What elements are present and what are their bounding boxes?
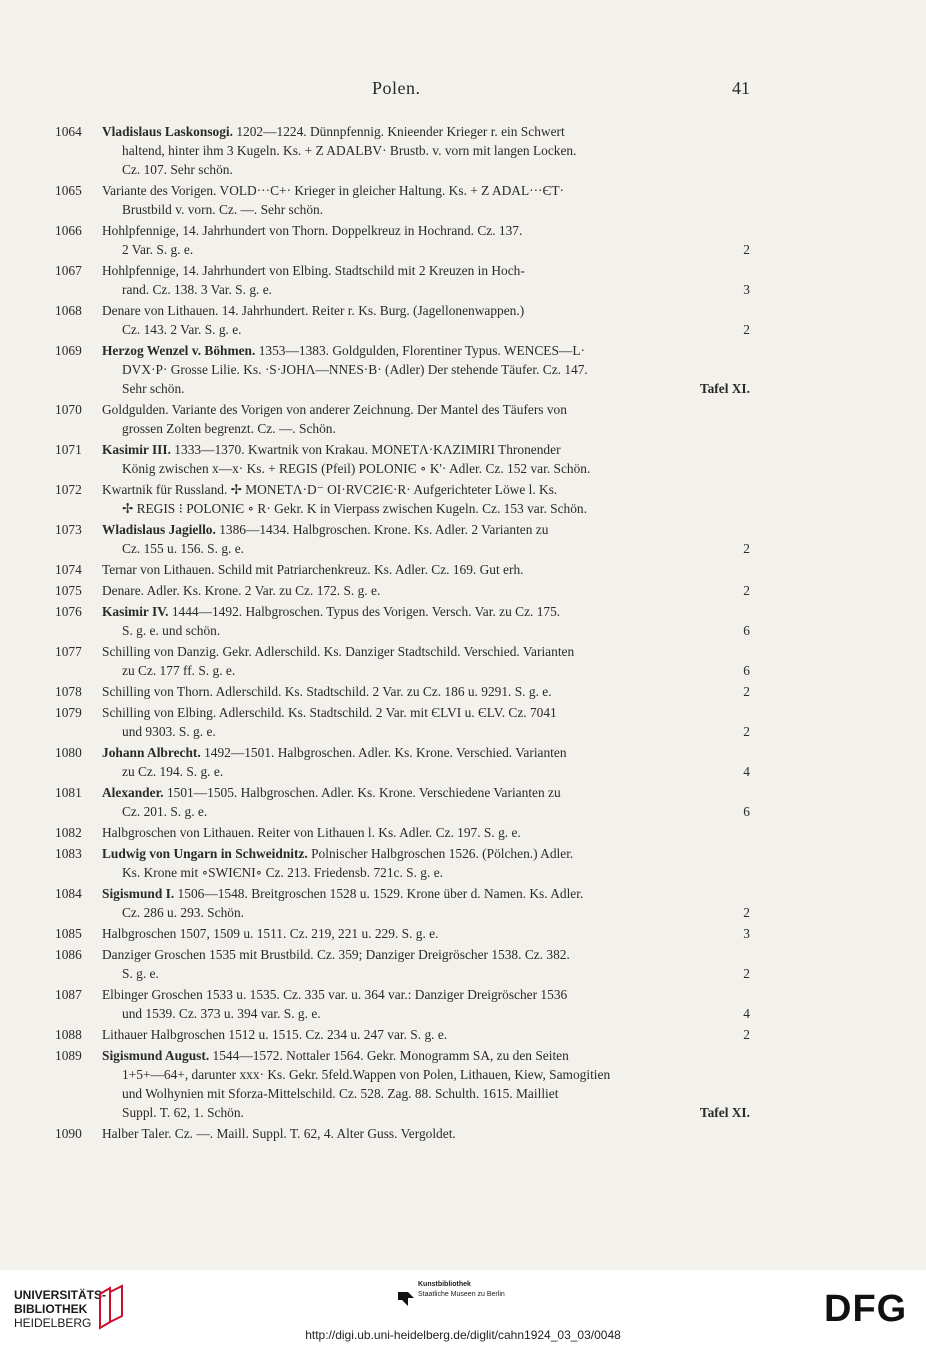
entry-line-text (122, 1004, 321, 1023)
entry-line-text (122, 162, 233, 177)
ruler-name: Johann Albrecht. (102, 745, 201, 760)
entry-text (102, 1046, 750, 1122)
entry-description: Lithauer Halbgroschen 1512 u. 1515. Cz. 234 u. 247 var. S. g. e. (102, 1027, 448, 1042)
entry-line-text (122, 280, 272, 299)
kunstbibliothek-subtitle: Staatliche Museen zu Berlin (418, 1291, 505, 1298)
entry-line (102, 783, 750, 802)
entry-line-text (102, 886, 583, 901)
entry-line-text (122, 240, 193, 259)
entry-line (102, 722, 750, 741)
heidelberg-library-logo (14, 1288, 106, 1330)
entry-description: Brustbild v. vorn. Cz. —. Sehr schön. (122, 202, 324, 217)
catalogue-entry (0, 181, 926, 219)
entry-line-text (102, 644, 574, 659)
entry-number: 1084 (55, 886, 82, 901)
entry-description: ✢ REGIS ⁝ POLONIЄ ∘ R· Gekr. K in Vierpass zwischen Kugeln. Cz. 153 var. Schön. (122, 501, 587, 516)
entry-line (102, 379, 750, 398)
page-title: Polen. (372, 78, 421, 98)
entry-description: Cz. 201. S. g. e. (122, 804, 208, 819)
entry-line (102, 1103, 750, 1122)
entry-line (102, 682, 750, 701)
entry-line (102, 459, 750, 478)
ruler-name: Ludwig von Ungarn in Schweidnitz. (102, 846, 308, 861)
entry-text (102, 581, 750, 600)
entry-line (102, 480, 750, 499)
catalogue-entry (0, 520, 926, 558)
entry-description: Cz. 155 u. 156. S. g. e. (122, 541, 244, 556)
catalogue-entry (0, 1025, 926, 1044)
entry-description: 1506—1548. Breitgroschen 1528 u. 1529. Krone über d. Namen. Ks. Adler. (174, 886, 584, 901)
entry-text (102, 642, 750, 680)
entry-number: 1087 (55, 987, 82, 1002)
entry-description: 1333—1370. Kwartnik von Krakau. MONETΛ·KΛZIMIRI Thronender (170, 442, 561, 457)
entry-description: Ks. Krone mit ∘SWIЄNI∘ Cz. 213. Friedensb. 721c. S. g. e. (122, 865, 443, 880)
entry-line (102, 320, 750, 339)
entry-text (102, 181, 750, 219)
entry-text (102, 602, 750, 640)
entry-line (102, 1004, 750, 1023)
entry-line-text (122, 762, 223, 781)
entry-number: 1079 (55, 705, 82, 720)
catalogue-entry (0, 1046, 926, 1122)
entry-line (102, 1084, 750, 1103)
library-name-line1: UNIVERSITÄTS- (14, 1288, 107, 1302)
entry-line (102, 200, 750, 219)
entry-description: S. g. e. (122, 966, 159, 981)
entry-line-text (102, 1048, 569, 1063)
catalogue-entry (0, 682, 926, 701)
entry-description: 1202—1224. Dünnpfennig. Knieender Krieger r. ein Schwert (232, 124, 565, 139)
catalogue-entry (0, 985, 926, 1023)
entry-line-text (102, 705, 557, 720)
entry-line (102, 1124, 750, 1143)
entry-description: Polnischer Halbgroschen 1526. (Pölchen.) Adler. (307, 846, 574, 861)
catalogue-entry (0, 400, 926, 438)
variant-count: 4 (743, 764, 750, 779)
entry-number: 1065 (55, 183, 82, 198)
entry-description: 1+5+—64+, darunter xxx· Ks. Gekr. 5feld.Wappen von Polen, Lithauen, Kiew, Samogitien (122, 1067, 611, 1082)
entry-line-text (122, 802, 207, 821)
catalogue-entry (0, 884, 926, 922)
entry-number: 1076 (55, 604, 82, 619)
entry-description: Hohlpfennige, 14. Jahrhundert von Thorn. Doppelkreuz in Hochrand. Cz. 137. (102, 223, 523, 238)
catalogue-entry (0, 1124, 926, 1143)
entry-line (102, 1065, 750, 1084)
entry-number: 1090 (55, 1126, 82, 1141)
entry-description: Cz. 107. Sehr schön. (122, 162, 233, 177)
ruler-name: Kasimir III. (102, 442, 171, 457)
variant-count: 4 (743, 1006, 750, 1021)
variant-count: 6 (743, 804, 750, 819)
entry-description: 1501—1505. Halbgroschen. Adler. Ks. Krone. Verschiedene Varianten zu (163, 785, 561, 800)
entry-line (102, 863, 750, 882)
entry-number: 1082 (55, 825, 82, 840)
source-url[interactable]: http://digi.ub.uni-heidelberg.de/diglit/cahn1924_03_03/0048 (305, 1328, 621, 1342)
entry-line-text (102, 522, 548, 537)
entry-description: 1444—1492. Halbgroschen. Typus des Vorigen. Versch. Var. zu Cz. 175. (168, 604, 561, 619)
running-head (0, 78, 926, 102)
entry-line (102, 823, 750, 842)
entry-line (102, 440, 750, 459)
entry-text (102, 221, 750, 259)
entry-number: 1074 (55, 562, 82, 577)
entry-description: zu Cz. 194. S. g. e. (122, 764, 224, 779)
catalogue-entry (0, 642, 926, 680)
entry-text (102, 884, 750, 922)
entry-line-text (122, 865, 443, 880)
entry-line (102, 1025, 750, 1044)
library-name-line2: BIBLIOTHEK (14, 1302, 88, 1316)
entry-number: 1073 (55, 522, 82, 537)
catalogue-entry (0, 261, 926, 299)
catalogue-entry (0, 844, 926, 882)
entry-text (102, 783, 750, 821)
entry-text (102, 261, 750, 299)
entry-line (102, 240, 750, 259)
entry-number: 1075 (55, 583, 82, 598)
variant-count: 2 (743, 1027, 750, 1042)
entry-line (102, 1046, 750, 1065)
catalogue-entry (0, 122, 926, 179)
entry-line-text (102, 682, 552, 701)
entry-description: zu Cz. 177 ff. S. g. e. (122, 663, 236, 678)
entry-text (102, 400, 750, 438)
variant-count: 2 (743, 583, 750, 598)
entry-text (102, 743, 750, 781)
entry-text (102, 480, 750, 518)
catalogue-entry (0, 783, 926, 821)
entry-line-text (102, 124, 565, 139)
entry-description: und Wolhynien mit Sforza-Mittelschild. Cz. 528. Zag. 88. Schulth. 1615. Mailliet (122, 1086, 559, 1101)
catalogue-entry (0, 823, 926, 842)
entry-line (102, 802, 750, 821)
entry-description: Danziger Groschen 1535 mit Brustbild. Cz. 359; Danziger Dreigröscher 1538. Cz. 382. (102, 947, 570, 962)
variant-count: 2 (743, 966, 750, 981)
catalogue-entry (0, 440, 926, 478)
entry-number: 1086 (55, 947, 82, 962)
entry-description: Sehr schön. (122, 381, 185, 396)
entry-description: Halbgroschen 1507, 1509 u. 1511. Cz. 219, 221 u. 229. S. g. e. (102, 926, 439, 941)
variant-count: 2 (743, 242, 750, 257)
entry-description: Schilling von Elbing. Adlerschild. Ks. Stadtschild. 2 Var. mit ЄLVI u. ЄLV. Cz. 7041 (102, 705, 557, 720)
entry-line-text (102, 482, 557, 497)
entry-line (102, 581, 750, 600)
entry-description: und 1539. Cz. 373 u. 394 var. S. g. e. (122, 1006, 321, 1021)
ruler-name: Kasimir IV. (102, 604, 169, 619)
entry-line-text (102, 785, 561, 800)
entry-description: Schilling von Thorn. Adlerschild. Ks. Stadtschild. 2 Var. zu Cz. 186 u. 9291. S. g. e. (102, 684, 552, 699)
kunstbibliothek-name: Kunstbibliothek (418, 1281, 471, 1288)
entry-line (102, 122, 750, 141)
catalogue-entry (0, 221, 926, 259)
catalogue-entry (0, 480, 926, 518)
variant-count: 3 (743, 282, 750, 297)
entry-number: 1080 (55, 745, 82, 760)
entry-description: 1492—1501. Halbgroschen. Adler. Ks. Krone. Verschied. Varianten (200, 745, 567, 760)
entry-line (102, 964, 750, 983)
entry-description: Variante des Vorigen. VOLD···C+· Krieger in gleicher Haltung. Ks. + Z ADAL···ЄT· (102, 183, 564, 198)
entry-text (102, 560, 750, 579)
ruler-name: Sigismund August. (102, 1048, 210, 1063)
entry-description: 1544—1572. Nottaler 1564. Gekr. Monogramm SA, zu den Seiten (209, 1048, 569, 1063)
catalogue-entry (0, 602, 926, 640)
entry-line-text (102, 442, 561, 457)
entry-line (102, 341, 750, 360)
entry-line (102, 539, 750, 558)
entry-description: Halbgroschen von Lithauen. Reiter von Lithauen l. Ks. Adler. Cz. 197. S. g. e. (102, 825, 521, 840)
entry-line-text (122, 1103, 244, 1122)
entry-line-text (102, 947, 570, 962)
catalogue-entry (0, 341, 926, 398)
variant-count: 6 (743, 623, 750, 638)
entry-text (102, 945, 750, 983)
entry-number: 1067 (55, 263, 82, 278)
catalogue-entries (0, 122, 926, 1145)
entry-text (102, 301, 750, 339)
entry-line (102, 280, 750, 299)
entry-text (102, 682, 750, 701)
entry-line-text (102, 183, 564, 198)
dfg-logo: DFG (824, 1288, 908, 1330)
entry-description: 2 Var. S. g. e. (122, 242, 194, 257)
entry-line-text (122, 903, 244, 922)
entry-line-text (102, 1025, 447, 1044)
entry-text (102, 924, 750, 943)
entry-text (102, 520, 750, 558)
entry-line-text (122, 501, 587, 516)
entry-description: Schilling von Danzig. Gekr. Adlerschild. Ks. Danziger Stadtschild. Verschied. Varianten (102, 644, 575, 659)
entry-line (102, 762, 750, 781)
variant-count: 2 (743, 322, 750, 337)
entry-line-text (102, 402, 567, 417)
entry-line-text (122, 202, 323, 217)
entry-line (102, 903, 750, 922)
entry-number: 1089 (55, 1048, 82, 1063)
variant-count: 2 (743, 541, 750, 556)
variant-count: 6 (743, 663, 750, 678)
entry-line-text (102, 223, 522, 238)
catalogue-entry (0, 743, 926, 781)
entry-line-text (102, 604, 560, 619)
entry-number: 1081 (55, 785, 82, 800)
entry-line-text (102, 924, 438, 943)
variant-count: 2 (743, 905, 750, 920)
entry-line (102, 520, 750, 539)
entry-line-text (122, 539, 244, 558)
ruler-name: Alexander. (102, 785, 164, 800)
entry-description: 1353—1383. Goldgulden, Florentiner Typus. WENCES—L· (255, 343, 585, 358)
entry-line-text (102, 987, 567, 1002)
entry-number: 1069 (55, 343, 82, 358)
entry-line (102, 181, 750, 200)
entry-text (102, 440, 750, 478)
entry-line-text (102, 846, 573, 861)
entry-line (102, 642, 750, 661)
entry-line (102, 419, 750, 438)
entry-line-text (122, 621, 220, 640)
entry-line-text (122, 143, 576, 158)
entry-line-text (102, 581, 380, 600)
catalogue-entry (0, 301, 926, 339)
entry-number: 1070 (55, 402, 82, 417)
library-emblem-icon (96, 1282, 126, 1332)
page-number: 41 (732, 78, 750, 98)
entry-description: 1386—1434. Halbgroschen. Krone. Ks. Adler. 2 Varianten zu (215, 522, 549, 537)
entry-text (102, 844, 750, 882)
entry-description: Cz. 143. 2 Var. S. g. e. (122, 322, 242, 337)
entry-text (102, 985, 750, 1023)
entry-line (102, 560, 750, 579)
entry-line (102, 602, 750, 621)
kunstbibliothek-emblem-icon (396, 1288, 416, 1308)
ruler-name: Vladislaus Laskonsogi. (102, 124, 233, 139)
entry-line-text (122, 1067, 610, 1082)
entry-line (102, 400, 750, 419)
entry-text (102, 823, 750, 842)
entry-description: Halber Taler. Cz. —. Maill. Suppl. T. 62, 4. Alter Guss. Vergoldet. (102, 1126, 456, 1141)
ruler-name: Wladislaus Jagiello. (102, 522, 216, 537)
entry-line-text (102, 745, 567, 760)
entry-description: Elbinger Groschen 1533 u. 1535. Cz. 335 var. u. 364 var.: Danziger Dreigröscher 1536 (102, 987, 568, 1002)
entry-description: rand. Cz. 138. 3 Var. S. g. e. (122, 282, 273, 297)
entry-description: Denare von Lithauen. 14. Jahrhundert. Reiter r. Ks. Burg. (Jagellonenwappen.) (102, 303, 525, 318)
entry-number: 1066 (55, 223, 82, 238)
entry-line-text (122, 1086, 558, 1101)
entry-line (102, 703, 750, 722)
entry-number: 1085 (55, 926, 82, 941)
entry-line-text (102, 1126, 456, 1141)
entry-line-text (102, 263, 525, 278)
entry-description: und 9303. S. g. e. (122, 724, 216, 739)
entry-line-text (102, 825, 521, 840)
entry-number: 1068 (55, 303, 82, 318)
catalogue-entry (0, 924, 926, 943)
catalogue-entry (0, 581, 926, 600)
entry-description: DVX·P· Grosse Lilie. Ks. ·S·JOHΛ—NNES·B· (Adler) Der stehende Täufer. Cz. 147. (122, 362, 588, 377)
entry-description: S. g. e. und schön. (122, 623, 221, 638)
catalogue-entry (0, 703, 926, 741)
entry-text (102, 703, 750, 741)
entry-description: Cz. 286 u. 293. Schön. (122, 905, 244, 920)
entry-number: 1078 (55, 684, 82, 699)
entry-description: Goldgulden. Variante des Vorigen von anderer Zeichnung. Der Mantel des Täufers von (102, 402, 567, 417)
plate-reference: Tafel XI. (699, 381, 750, 396)
variant-count: 3 (743, 926, 750, 941)
entry-text (102, 122, 750, 179)
entry-number: 1071 (55, 442, 82, 457)
entry-description: König zwischen x—x· Ks. + REGIS (Pfeil) POLONIЄ ∘ K'· Adler. Cz. 152 var. Schön. (122, 461, 591, 476)
entry-line (102, 141, 750, 160)
ruler-name: Herzog Wenzel v. Böhmen. (102, 343, 256, 358)
variant-count: 2 (743, 684, 750, 699)
plate-reference: Tafel XI. (699, 1105, 750, 1120)
entry-line (102, 945, 750, 964)
entry-line-text (122, 320, 242, 339)
footer-bar (0, 1270, 926, 1346)
entry-line (102, 884, 750, 903)
entry-text (102, 1025, 750, 1044)
entry-line-text (122, 964, 159, 983)
entry-line-text (122, 379, 184, 398)
entry-line-text (102, 562, 524, 577)
entry-line (102, 661, 750, 680)
entry-line (102, 301, 750, 320)
entry-line-text (122, 421, 336, 436)
entry-description: grossen Zolten begrenzt. Cz. —. Schön. (122, 421, 336, 436)
entry-text (102, 1124, 750, 1143)
entry-number: 1064 (55, 124, 82, 139)
entry-number: 1088 (55, 1027, 82, 1042)
entry-line (102, 621, 750, 640)
entry-line (102, 844, 750, 863)
entry-line-text (122, 661, 235, 680)
entry-description: Denare. Adler. Ks. Krone. 2 Var. zu Cz. 172. S. g. e. (102, 583, 381, 598)
entry-description: Ternar von Lithauen. Schild mit Patriarchenkreuz. Ks. Adler. Cz. 169. Gut erh. (102, 562, 524, 577)
variant-count: 2 (743, 724, 750, 739)
entry-text (102, 341, 750, 398)
entry-line (102, 221, 750, 240)
entry-line (102, 924, 750, 943)
entry-line (102, 160, 750, 179)
entry-line (102, 261, 750, 280)
entry-number: 1072 (55, 482, 82, 497)
catalogue-entry (0, 560, 926, 579)
entry-line-text (102, 303, 524, 318)
entry-line (102, 499, 750, 518)
entry-description: Kwartnik für Russland. ✢ MONETΛ·D⁻ OI·RVCƧIЄ·R· Aufgerichteter Löwe l. Ks. (102, 482, 558, 497)
entry-line (102, 985, 750, 1004)
catalogue-entry (0, 945, 926, 983)
entry-line-text (122, 722, 216, 741)
entry-line (102, 360, 750, 379)
entry-description: Hohlpfennige, 14. Jahrhundert von Elbing. Stadtschild mit 2 Kreuzen in Hoch- (102, 263, 525, 278)
entry-description: Suppl. T. 62, 1. Schön. (122, 1105, 244, 1120)
entry-line-text (122, 461, 590, 476)
entry-line (102, 743, 750, 762)
ruler-name: Sigismund I. (102, 886, 175, 901)
entry-line-text (122, 362, 588, 377)
entry-number: 1077 (55, 644, 82, 659)
library-name-line3: HEIDELBERG (14, 1316, 92, 1330)
entry-description: haltend, hinter ihm 3 Kugeln. Ks. + Z ADALBV· Brustb. v. vorn mit langen Locken. (122, 143, 577, 158)
entry-line-text (102, 343, 585, 358)
entry-number: 1083 (55, 846, 82, 861)
